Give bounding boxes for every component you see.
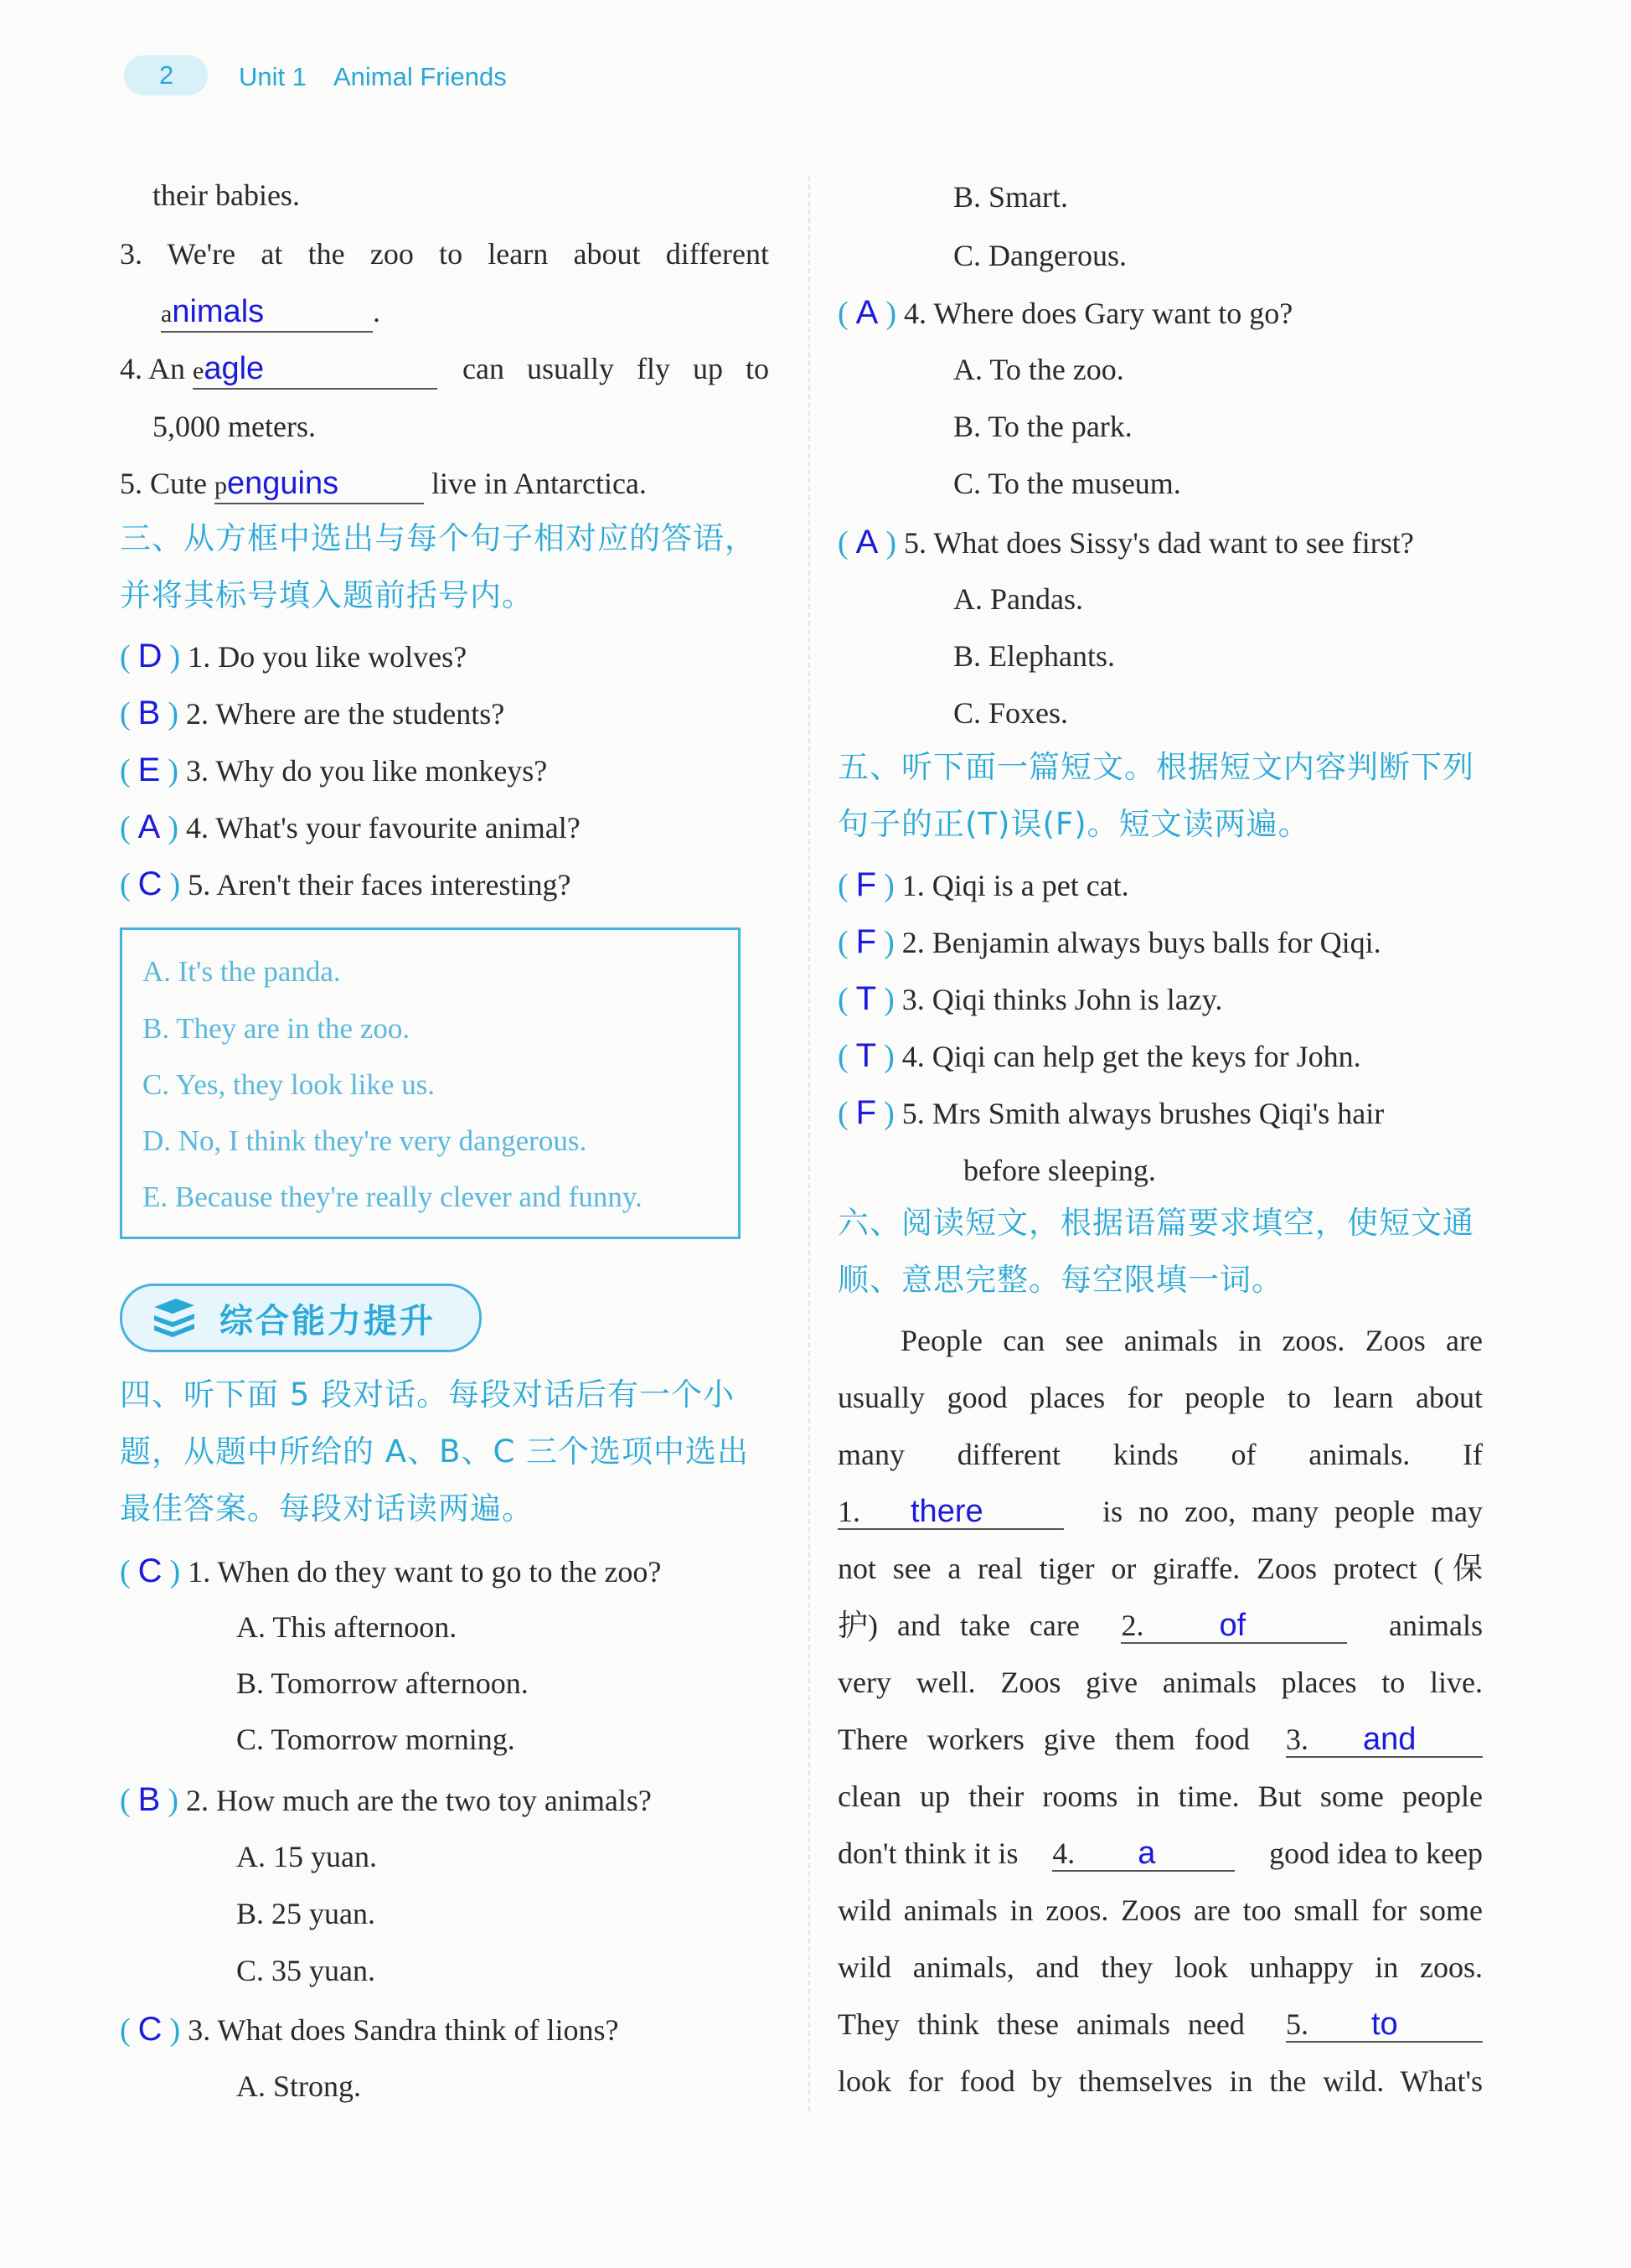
s5-title-1: 五、听下面一篇短文。根据短文内容判断下列 — [838, 749, 1474, 785]
passage-line-11: wild animals in zoos. Zoos are too small for some — [838, 1893, 1483, 1927]
s2-item-5: 5. Cute penguins live in Antarctica. — [120, 467, 647, 504]
passage-line-13: They think these animals need 5. to — [838, 2007, 1483, 2043]
q5: ( A ) 5. What does Sissy's dad want to see first? — [838, 524, 1414, 561]
s3-item-1: ( D ) 1. Do you like wolves? — [120, 638, 467, 674]
s4-title-2: 题，从题中所给的 A、B、C 三个选项中选出 — [120, 1434, 750, 1470]
q4-opt-a: A. To the zoo. — [953, 353, 1124, 386]
s3-item-4: ( A ) 4. What's your favourite animal? — [120, 809, 581, 845]
q4-opt-b: B. To the park. — [953, 410, 1133, 443]
s2-tail: their babies. — [152, 178, 300, 212]
books-icon — [151, 1295, 198, 1337]
s3-title-1: 三、从方框中选出与每个句子相对应的答语， — [120, 520, 756, 556]
page-number: 2 — [159, 60, 174, 90]
passage-line-5: not see a real tiger or giraffe. Zoos protect (保 — [838, 1552, 1483, 1585]
s3-item-3: ( E ) 3. Why do you like monkeys? — [120, 752, 548, 788]
s3-item-5: ( C ) 5. Aren't their faces interesting? — [120, 865, 571, 902]
column-divider — [808, 176, 810, 2111]
s4-q1-opt-a: A. This afternoon. — [236, 1610, 457, 1644]
passage-line-2: usually good places for people to learn about — [838, 1381, 1483, 1414]
s5-item-5-line2: before sleeping. — [963, 1154, 1156, 1187]
s4-q2-opt-b: B. 25 yuan. — [236, 1897, 375, 1930]
passage-line-6: 护) and take care 2. of animals — [838, 1608, 1483, 1643]
option-c: C. Yes, they look like us. — [142, 1068, 436, 1101]
option-d: D. No, I think they're very dangerous. — [142, 1124, 587, 1157]
s6-title-1: 六、阅读短文，根据语篇要求填空，使短文通 — [838, 1205, 1474, 1241]
passage-line-9: clean up their rooms in time. But some people — [838, 1780, 1483, 1813]
s4-q3-opt-a: A. Strong. — [236, 2069, 362, 2103]
s4-q1-opt-b: B. Tomorrow afternoon. — [236, 1666, 529, 1700]
banner-title: 综合能力提升 — [219, 1302, 436, 1341]
s5-item-4: ( T ) 4. Qiqi can help get the keys for John. — [838, 1037, 1361, 1074]
passage-line-1: People can see animals in zoos. Zoos are — [901, 1324, 1483, 1357]
s5-item-2: ( F ) 2. Benjamin always buys balls for Qiqi. — [838, 923, 1381, 960]
passage-line-4: 1. there is no zoo, many people may — [838, 1494, 1483, 1529]
passage-line-14: look for food by themselves in the wild. What's — [838, 2064, 1483, 2098]
s3-item-2: ( B ) 2. Where are the students? — [120, 695, 505, 731]
q4: ( A ) 4. Where does Gary want to go? — [838, 294, 1293, 331]
s4-title-3: 最佳答案。每段对话读两遍。 — [120, 1490, 534, 1527]
q4-opt-c: C. To the museum. — [953, 467, 1181, 500]
q5-opt-b: B. Elephants. — [953, 639, 1115, 673]
s2-item-4: 4. An eagle can usually fly up to — [120, 352, 769, 390]
passage-line-3: many different kinds of animals. If — [838, 1438, 1483, 1471]
s2-item-3: 3. We're at the zoo to learn about different — [120, 237, 770, 271]
s4-q2: ( B ) 2. How much are the two toy animals? — [120, 1781, 652, 1818]
unit-label: Unit 1 — [239, 62, 307, 91]
q5-opt-c: C. Foxes. — [953, 696, 1069, 730]
s4-q1: ( C ) 1. When do they want to go to the zoo? — [120, 1552, 662, 1589]
s4-q2-opt-c: C. 35 yuan. — [236, 1954, 375, 1987]
passage-line-12: wild animals, and they look unhappy in zoos. — [838, 1950, 1483, 1984]
option-e: E. Because they're really clever and funny. — [142, 1180, 643, 1213]
passage-line-8: There workers give them food 3. and — [838, 1723, 1483, 1758]
s3-title-2: 并将其标号填入题前括号内。 — [120, 577, 534, 613]
option-b: B. They are in the zoo. — [142, 1012, 410, 1045]
unit-title: Animal Friends — [333, 62, 507, 91]
s5-item-5: ( F ) 5. Mrs Smith always brushes Qiqi's hair — [838, 1094, 1385, 1131]
q3-opt-c: C. Dangerous. — [953, 239, 1127, 272]
s4-title-1: 四、听下面 5 段对话。每段对话后有一个小 — [120, 1377, 735, 1413]
s5-item-3: ( T ) 3. Qiqi thinks John is lazy. — [838, 980, 1223, 1017]
s6-title-2: 顺、意思完整。每空限填一词。 — [838, 1262, 1283, 1298]
s5-item-1: ( F ) 1. Qiqi is a pet cat. — [838, 866, 1129, 903]
passage-line-10: don't think it is 4. a good idea to keep — [838, 1836, 1483, 1871]
option-a: A. It's the panda. — [142, 955, 341, 988]
q5-opt-a: A. Pandas. — [953, 582, 1083, 616]
s4-q3: ( C ) 3. What does Sandra think of lions? — [120, 2011, 619, 2048]
s2-item-3-blank: animals . — [161, 295, 380, 333]
passage-line-7: very well. Zoos give animals places to live. — [838, 1666, 1483, 1699]
s4-q1-opt-c: C. Tomorrow morning. — [236, 1723, 515, 1756]
q3-opt-b: B. Smart. — [953, 180, 1069, 214]
s4-q2-opt-a: A. 15 yuan. — [236, 1840, 377, 1873]
s5-title-2: 句子的正(T)误(F)。短文读两遍。 — [838, 806, 1310, 842]
s2-item-4-line2: 5,000 meters. — [152, 410, 316, 443]
